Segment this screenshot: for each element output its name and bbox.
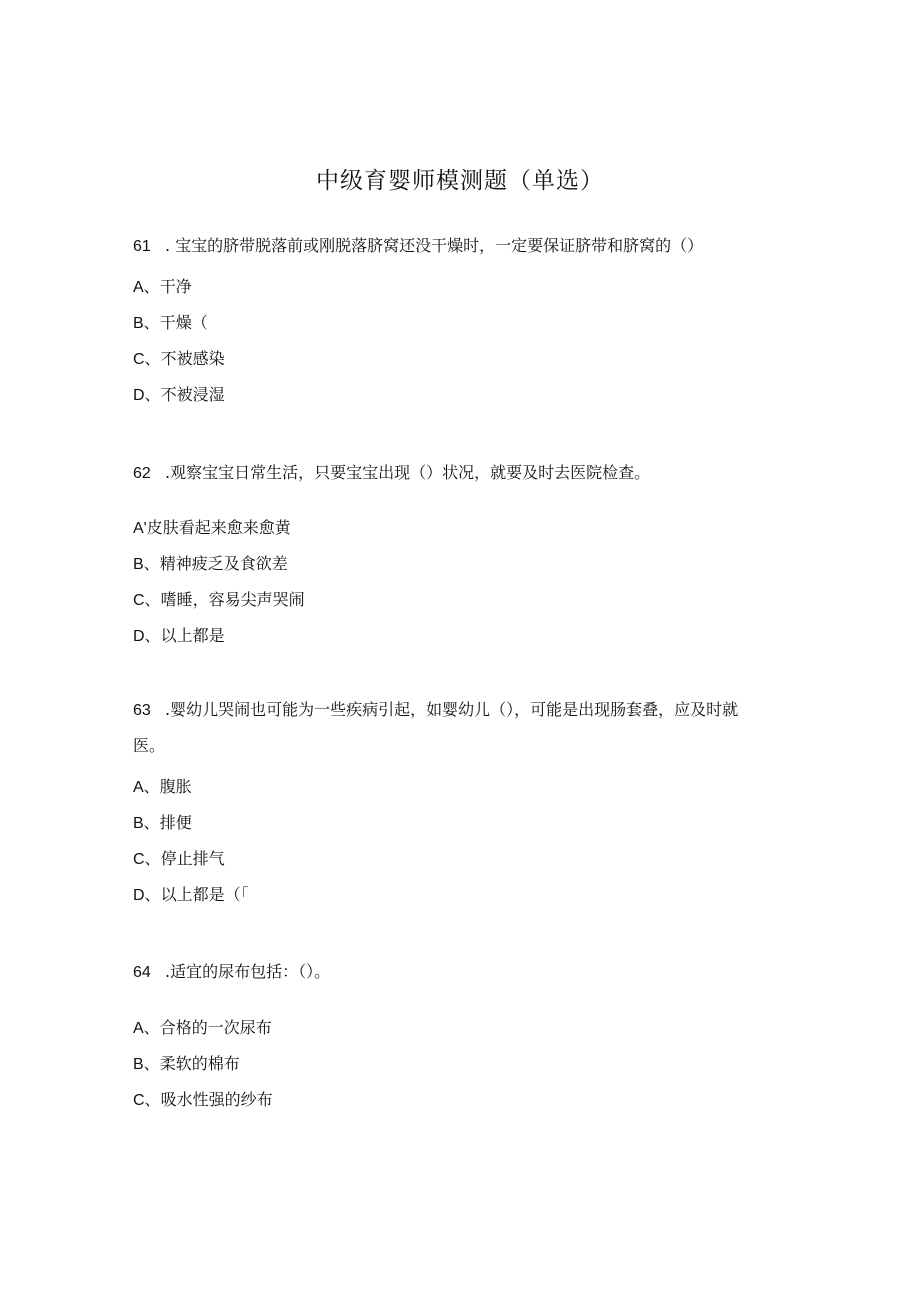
option-text: 合格的一次尿布 [159, 1018, 272, 1037]
option-letter: B、 [133, 315, 160, 332]
option-letter: D、 [133, 628, 161, 645]
option-c[interactable] [133, 849, 225, 870]
option-text: 排便 [159, 813, 192, 832]
option-a[interactable] [133, 277, 192, 298]
option-d[interactable] [133, 626, 225, 647]
option-text: 不被感染 [160, 349, 225, 368]
question-text: .适宜的尿布包括：（）。 [165, 962, 331, 981]
option-letter: D、 [133, 387, 161, 404]
question-number: 64 [133, 964, 151, 981]
option-letter: C、 [133, 351, 161, 368]
question-number: 62 [133, 465, 151, 482]
option-letter: A、 [133, 779, 160, 796]
question-number: 61 [133, 238, 151, 255]
option-text: 柔软的棉布 [159, 1054, 240, 1073]
option-text: 精神疲乏及食欲差 [159, 554, 288, 573]
question-stem [133, 700, 738, 721]
option-c[interactable] [133, 590, 305, 611]
question-stem-continued [133, 736, 165, 756]
option-b[interactable] [133, 313, 208, 334]
option-text: 停止排气 [160, 849, 225, 868]
option-letter: A' [133, 520, 147, 537]
option-text: 嗜睡，容易尖声哭闹 [160, 590, 305, 609]
option-c[interactable] [133, 1090, 273, 1111]
option-b[interactable] [133, 554, 288, 575]
question-number: 63 [133, 702, 151, 719]
option-a[interactable] [133, 1018, 272, 1039]
question-stem [133, 962, 330, 983]
option-a[interactable] [133, 518, 291, 539]
question-text: 医。 [133, 736, 166, 755]
option-letter: B、 [133, 1056, 160, 1073]
option-letter: C、 [133, 592, 161, 609]
option-b[interactable] [133, 1054, 240, 1075]
option-text: 干净 [159, 277, 192, 296]
option-letter: A、 [133, 1020, 160, 1037]
option-d[interactable] [133, 885, 249, 906]
option-text: 皮肤看起来愈来愈黄 [146, 518, 291, 537]
option-c[interactable] [133, 349, 225, 370]
option-letter: C、 [133, 851, 161, 868]
question-text: . 宝宝的脐带脱落前或刚脱落脐窝还没干燥时，一定要保证脐带和脐窝的（） [165, 236, 704, 255]
option-a[interactable] [133, 777, 192, 798]
option-b[interactable] [133, 813, 192, 834]
option-text: 吸水性强的纱布 [160, 1090, 273, 1109]
page-title: 中级育婴师模测题（单选） [316, 168, 604, 194]
question-text: .婴幼儿哭闹也可能为一些疾病引起，如婴幼儿（），可能是出现肠套叠，应及时就 [165, 700, 739, 719]
option-text: 以上都是 [160, 626, 225, 645]
option-text: 以上都是（「 [160, 885, 249, 904]
option-letter: C、 [133, 1092, 161, 1109]
option-text: 腹胀 [159, 777, 192, 796]
option-letter: B、 [133, 815, 160, 832]
question-stem [133, 463, 650, 484]
option-letter: A、 [133, 279, 160, 296]
question-text: .观察宝宝日常生活，只要宝宝出现（）状况，就要及时去医院检查。 [165, 463, 651, 482]
option-letter: B、 [133, 556, 160, 573]
option-text: 干燥（ [159, 313, 208, 332]
option-text: 不被浸湿 [160, 385, 225, 404]
option-d[interactable] [133, 385, 225, 406]
option-letter: D、 [133, 887, 161, 904]
question-stem [133, 236, 703, 257]
